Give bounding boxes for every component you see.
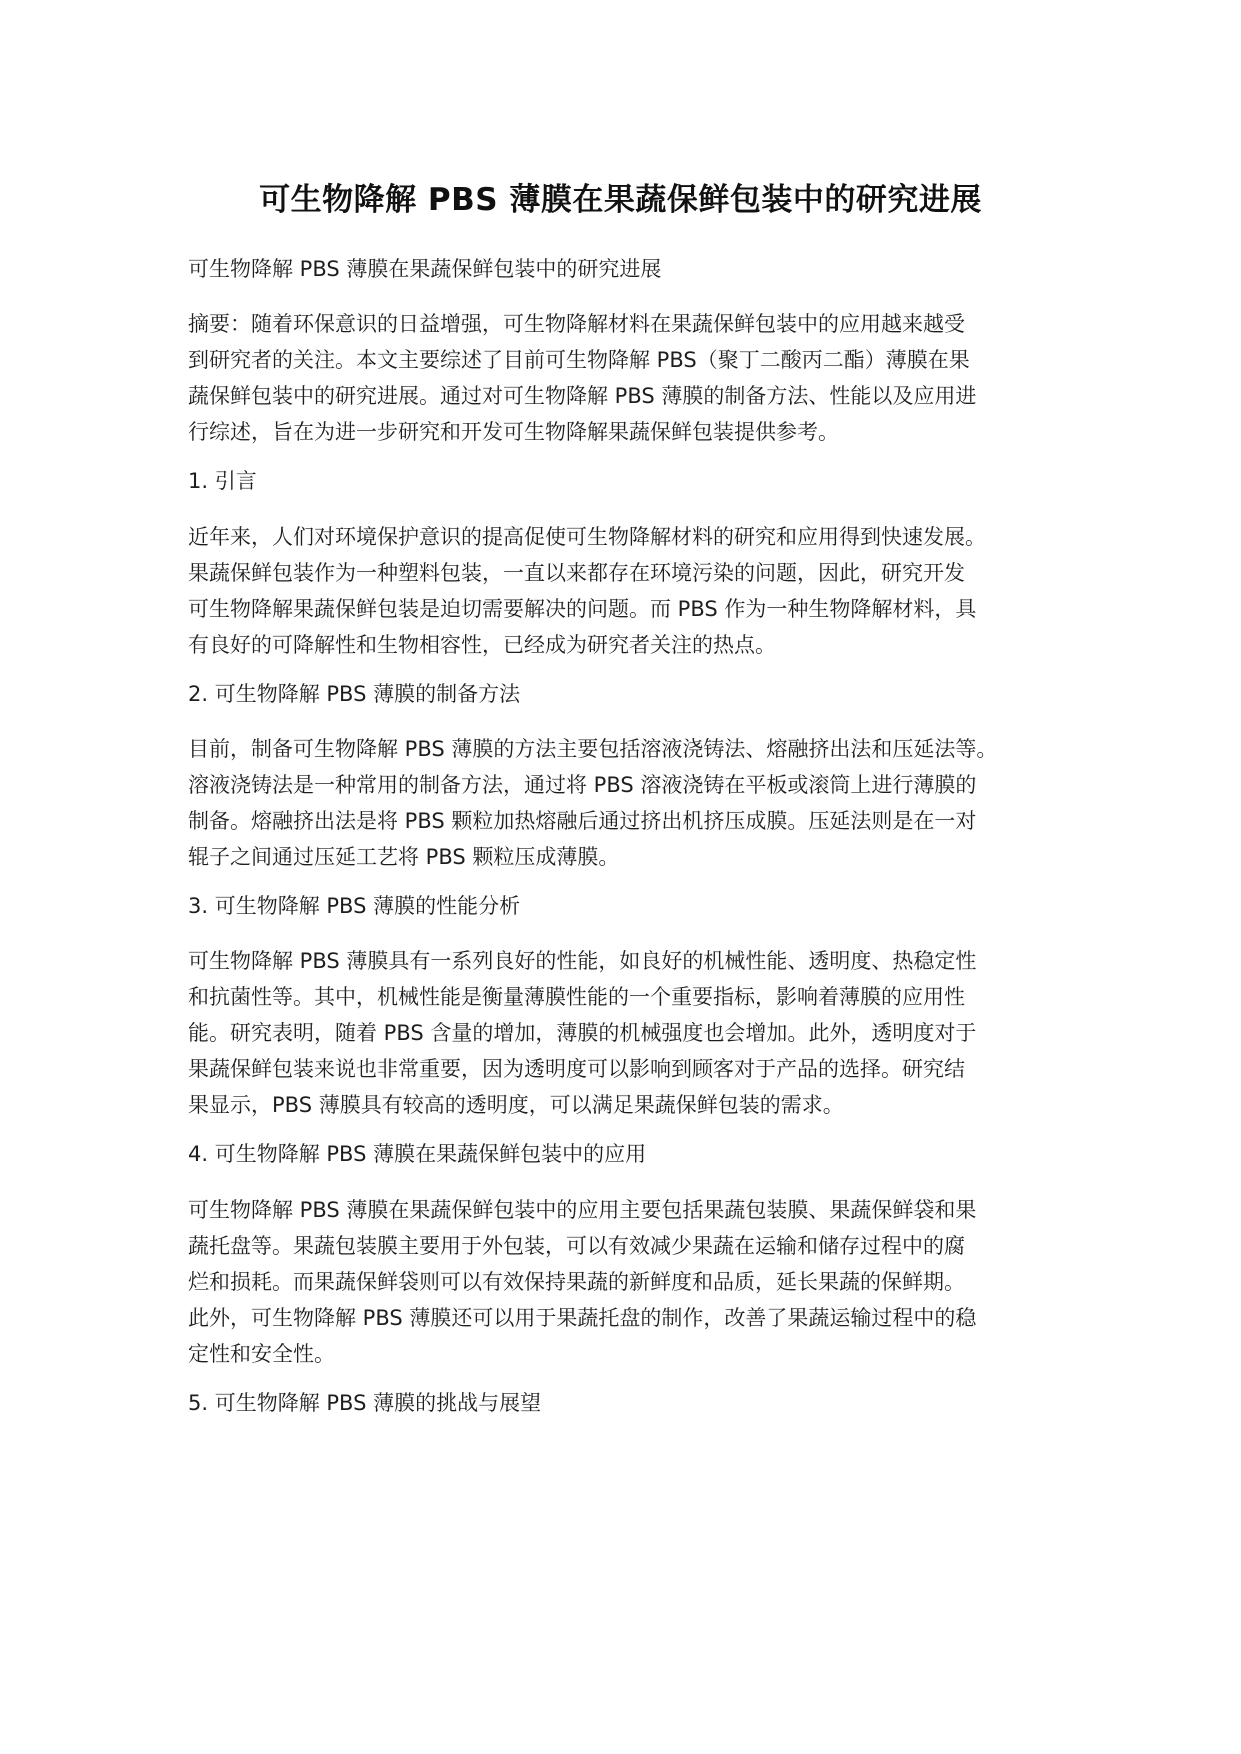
section-1-heading-block xyxy=(188,463,1068,499)
section-3-line: 和抗菌性等。其中，机械性能是衡量薄膜性能的一个重要指标，影响着薄膜的应用性 xyxy=(188,985,965,1009)
section-1-paragraph xyxy=(188,519,1068,663)
section-3-heading: 3. 可生物降解 PBS 薄膜的性能分析 xyxy=(188,894,521,918)
section-4-line: 定性和安全性。 xyxy=(188,1342,335,1366)
section-3-line: 果显示，PBS 薄膜具有较高的透明度，可以满足果蔬保鲜包装的需求。 xyxy=(188,1093,844,1117)
section-4-line: 此外，可生物降解 PBS 薄膜还可以用于果蔬托盘的制作，改善了果蔬运输过程中的稳 xyxy=(188,1306,977,1330)
document-title: 可生物降解 PBS 薄膜在果蔬保鲜包装中的研究进展 xyxy=(259,182,982,218)
section-3-paragraph xyxy=(188,943,1068,1123)
section-5-heading-block xyxy=(188,1385,1068,1421)
section-3-line: 可生物降解 PBS 薄膜具有一系列良好的性能，如良好的机械性能、透明度、热稳定性 xyxy=(188,949,977,973)
section-4-line: 蔬托盘等。果蔬包装膜主要用于外包装，可以有效减少果蔬在运输和储存过程中的腐 xyxy=(188,1234,965,1258)
section-3-heading-block xyxy=(188,888,1068,924)
section-3-line: 果蔬保鲜包装来说也非常重要，因为透明度可以影响到顾客对于产品的选择。研究结 xyxy=(188,1057,965,1081)
abstract-line: 蔬保鲜包装中的研究进展。通过对可生物降解 PBS 薄膜的制备方法、性能以及应用进 xyxy=(188,384,977,408)
section-2-paragraph xyxy=(188,731,1068,875)
section-1-line: 果蔬保鲜包装作为一种塑料包装，一直以来都存在环境污染的问题，因此，研究开发 xyxy=(188,561,965,585)
section-4-heading: 4. 可生物降解 PBS 薄膜在果蔬保鲜包装中的应用 xyxy=(188,1142,647,1166)
section-2-line: 制备。熔融挤出法是将 PBS 颗粒加热熔融后通过挤出机挤压成膜。压延法则是在一对 xyxy=(188,809,977,833)
abstract-line: 行综述，旨在为进一步研究和开发可生物降解果蔬保鲜包装提供参考。 xyxy=(188,420,839,444)
subtitle-block xyxy=(188,251,1068,287)
section-5-heading: 5. 可生物降解 PBS 薄膜的挑战与展望 xyxy=(188,1391,542,1415)
section-1-line: 可生物降解果蔬保鲜包装是迫切需要解决的问题。而 PBS 作为一种生物降解材料，具 xyxy=(188,597,977,621)
abstract-paragraph xyxy=(188,306,1068,450)
abstract-line: 摘要：随着环保意识的日益增强，可生物降解材料在果蔬保鲜包装中的应用越来越受 xyxy=(188,312,965,336)
section-4-heading-block xyxy=(188,1136,1068,1172)
section-2-line: 目前，制备可生物降解 PBS 薄膜的方法主要包括溶液浇铸法、熔融挤出法和压延法等。 xyxy=(188,737,998,761)
section-2-line: 溶液浇铸法是一种常用的制备方法，通过将 PBS 溶液浇铸在平板或滚筒上进行薄膜的 xyxy=(188,773,977,797)
section-1-line: 有良好的可降解性和生物相容性，已经成为研究者关注的热点。 xyxy=(188,633,776,657)
section-1-heading: 1. 引言 xyxy=(188,469,257,493)
abstract-line: 到研究者的关注。本文主要综述了目前可生物降解 PBS（聚丁二酸丙二酯）薄膜在果 xyxy=(188,348,970,372)
section-2-line: 辊子之间通过压延工艺将 PBS 颗粒压成薄膜。 xyxy=(188,845,620,869)
section-2-heading-block xyxy=(188,676,1068,712)
section-4-line: 可生物降解 PBS 薄膜在果蔬保鲜包装中的应用主要包括果蔬包装膜、果蔬保鲜袋和果 xyxy=(188,1198,977,1222)
section-1-line: 近年来，人们对环境保护意识的提高促使可生物降解材料的研究和应用得到快速发展。 xyxy=(188,525,986,549)
section-2-heading: 2. 可生物降解 PBS 薄膜的制备方法 xyxy=(188,682,521,706)
section-4-paragraph xyxy=(188,1192,1068,1372)
section-3-line: 能。研究表明，随着 PBS 含量的增加，薄膜的机械强度也会增加。此外，透明度对于 xyxy=(188,1021,977,1045)
section-4-line: 烂和损耗。而果蔬保鲜袋则可以有效保持果蔬的新鲜度和品质，延长果蔬的保鲜期。 xyxy=(188,1270,965,1294)
document-subtitle: 可生物降解 PBS 薄膜在果蔬保鲜包装中的研究进展 xyxy=(188,257,662,281)
